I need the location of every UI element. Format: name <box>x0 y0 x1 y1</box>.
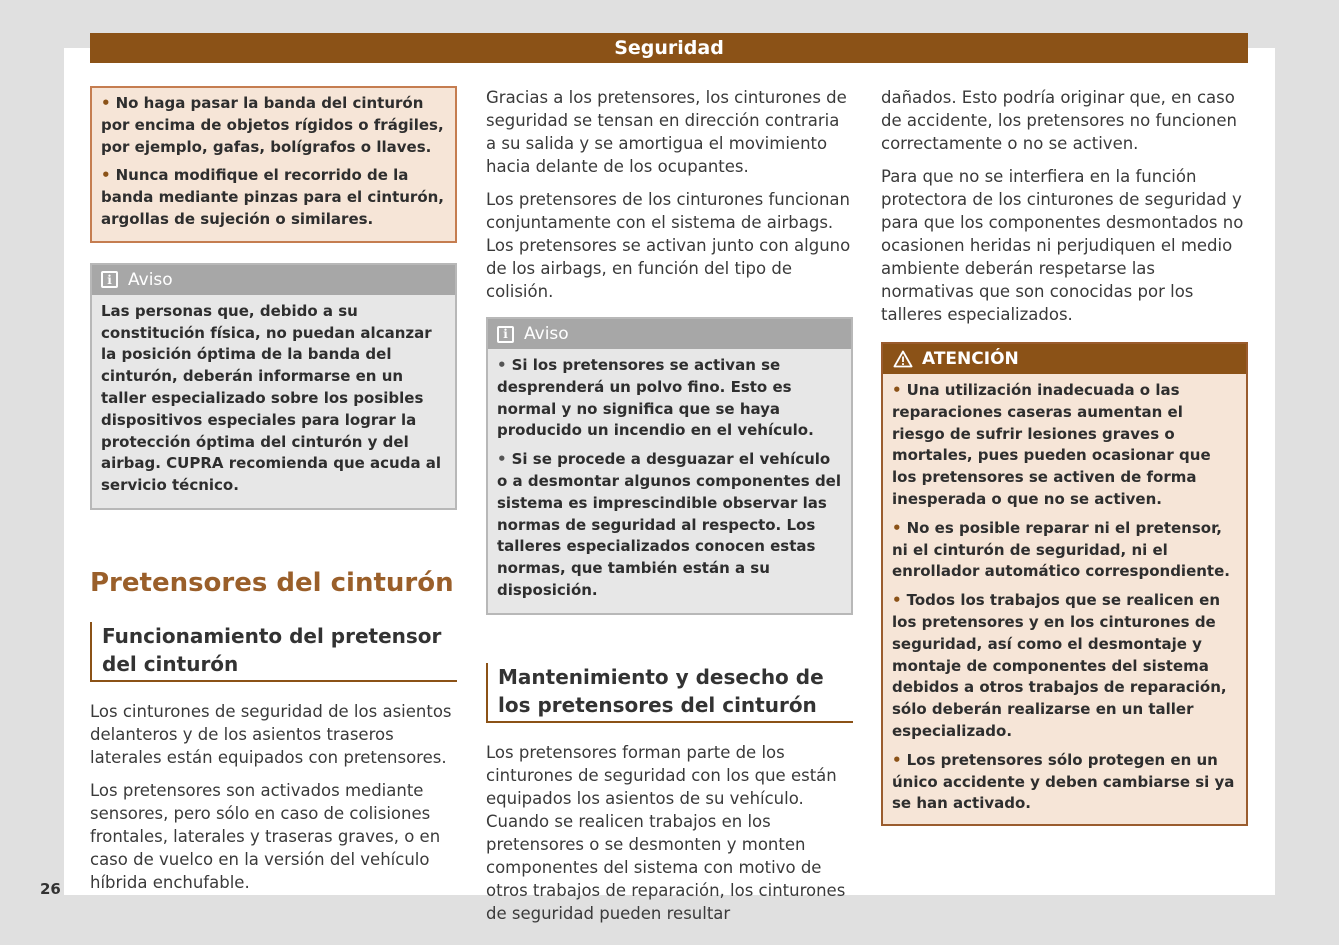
warning-triangle-icon <box>893 350 913 368</box>
paragraph: Para que no se interfiera en la función protectora de los cinturones de seguridad y para que los componentes desmontados no ocasionen heridas ni perjudiquen el medio ambiente deberán respetarse las normativas que son conocidas por los talleres especializados. <box>881 167 1244 324</box>
atencion-box <box>881 342 1248 826</box>
page-header: Seguridad <box>90 33 1248 63</box>
aviso-header <box>488 319 851 349</box>
atencion-item: • No es posible reparar ni el pretensor, ni el cinturón de seguridad, ni el enrollador automático correspondiente. <box>892 518 1230 581</box>
warning-item: • Nunca modifique el recorrido de la banda mediante pinzas para el cinturón, argollas de sujeción o similares. <box>101 166 445 228</box>
atencion-item: • Una utilización inadecuada o las reparaciones caseras aumentan el riesgo de sufrir lesiones graves o mortales, pues pueden ocasionar que los pretensores se activen de forma inesperada o que no se activen. <box>892 381 1211 508</box>
section-title: Pretensores del cinturón <box>90 567 454 598</box>
atencion-title: ATENCIÓN <box>922 349 1019 369</box>
subheading: Funcionamiento del pretensor del cinturón <box>90 622 457 682</box>
bullet-icon: • <box>497 356 507 374</box>
bullet-icon: • <box>892 518 902 537</box>
aviso-header <box>92 265 455 295</box>
paragraph: Los pretensores de los cinturones funcionan conjuntamente con el sistema de airbags. Los pretensores se activan junto con alguno de los airbags, en función del tipo de colisión. <box>486 190 851 301</box>
aviso-item: • Si se procede a desguazar el vehículo o a desmontar algunos componentes del sistema es imprescindible observar las normas de seguridad al respecto. Los talleres especializados conocen estas normas, que también están a su disposición. <box>497 450 841 599</box>
aviso-box <box>90 263 457 510</box>
column-right <box>881 86 1248 826</box>
info-icon: i <box>497 326 514 343</box>
warning-continuation-box <box>90 86 457 243</box>
bullet-icon: • <box>892 381 902 399</box>
atencion-item: • Todos los trabajos que se realicen en los pretensores y en los cinturones de seguridad, así como el desmontaje y montaje de componentes del sistema debidos a otros trabajos de reparación, sólo deberán realizarse en un taller especializado. <box>892 591 1227 740</box>
info-icon: i <box>101 271 118 288</box>
atencion-item: • Los pretensores sólo protegen en un único accidente y deben cambiarse si ya se han activado. <box>892 750 1235 813</box>
aviso-item: • Si los pretensores se activan se desprenderá un polvo fino. Esto es normal y no significa que se haya producido un incendio en el vehículo. <box>497 356 814 440</box>
paragraph: Gracias a los pretensores, los cinturones de seguridad se tensan en dirección contraria a su salida y se amortigua el movimiento hacia delante de los ocupantes. <box>486 88 847 176</box>
page-number: 26 <box>40 880 61 898</box>
bullet-icon: • <box>892 750 902 769</box>
column-left <box>90 86 457 904</box>
aviso-title: Aviso <box>524 324 569 344</box>
bullet-icon: • <box>497 450 507 469</box>
bullet-icon: • <box>101 166 111 185</box>
paragraph: Los pretensores son activados mediante sensores, pero sólo en caso de colisiones frontales, laterales y traseras graves, o en caso de vuelco en la versión del vehículo híbrida enchufable. <box>90 780 441 892</box>
bullet-icon: • <box>892 591 902 610</box>
warning-item: • No haga pasar la banda del cinturón por encima de objetos rígidos o frágiles, por ejemplo, gafas, bolígrafos o llaves. <box>101 94 444 156</box>
subheading: Mantenimiento y desecho de los pretensores del cinturón <box>486 663 853 723</box>
aviso-text: Las personas que, debido a su constitución física, no puedan alcanzar la posición óptima de la banda del cinturón, deberán informarse en un taller especializado sobre los posibles dispositivos especiales para lograr la protección óptima del cinturón y del airbag. CUPRA recomienda que acuda al servicio técnico. <box>101 301 442 495</box>
aviso-title: Aviso <box>128 269 173 290</box>
paragraph: dañados. Esto podría originar que, en caso de accidente, los pretensores no funcionen correctamente o no se activen. <box>881 88 1237 153</box>
paragraph: Los cinturones de seguridad de los asientos delanteros y de los asientos traseros laterales están equipados con pretensores. <box>90 701 452 767</box>
bullet-icon: • <box>101 94 111 112</box>
column-middle <box>486 86 853 935</box>
atencion-header <box>883 344 1246 374</box>
aviso-box <box>486 317 853 615</box>
paragraph: Los pretensores forman parte de los cinturones de seguridad con los que están equipados los asientos de su vehículo. Cuando se realicen trabajos en los pretensores o se desmonten y monten componentes del sistema con motivo de otros trabajos de reparación, los cinturones de seguridad pueden resultar <box>486 742 846 923</box>
